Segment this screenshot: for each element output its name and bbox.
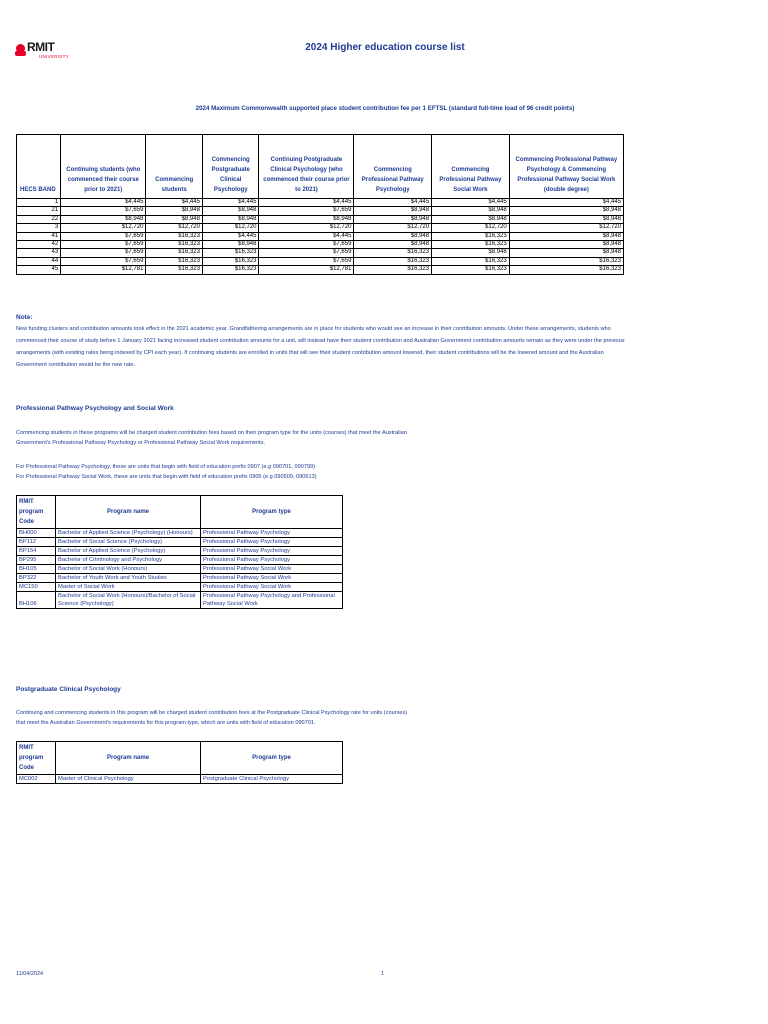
fee-cell: $12,720 [354, 224, 432, 232]
fee-cell: $12,720 [432, 224, 510, 232]
hecs-band-cell: 43 [17, 249, 61, 257]
fee-cell: $12,720 [202, 224, 259, 232]
program-name-cell: Bachelor of Social Work (Honours) [56, 565, 201, 574]
section-title-postgraduate-clinical: Postgraduate Clinical Psychology [16, 686, 121, 693]
program-type-cell: Postgraduate Clinical Psychology [201, 775, 343, 784]
program-code-cell: BH105 [17, 565, 56, 574]
fee-cell: $16,323 [354, 266, 432, 274]
fee-cell: $12,781 [61, 266, 146, 274]
fee-cell: $8,948 [509, 207, 623, 215]
fees-table-header-row [17, 135, 624, 199]
fee-cell: $8,948 [202, 215, 259, 223]
logo-subtext: UNIVERSITY [39, 54, 70, 59]
fees-col-header: Commencing Professional Pathway Psychology [354, 135, 432, 199]
fee-cell: $4,445 [61, 199, 146, 207]
program-code-cell: BP112 [17, 538, 56, 547]
fees-col-header: Commencing Professional Pathway Social Work [432, 135, 510, 199]
logo-word: RMIT [27, 40, 55, 54]
fee-cell: $4,445 [432, 199, 510, 207]
section-title-professional-pathway: Professional Pathway Psychology and Social Work [16, 405, 174, 412]
program-table-header-row [17, 742, 343, 775]
fees-table-row [17, 207, 624, 215]
fee-cell: $8,948 [509, 232, 623, 240]
professional-pathway-programs-table [16, 495, 343, 609]
program-name-cell: Bachelor of Social Work (Honours)/Bachelor of Social Science (Psychology) [56, 592, 201, 609]
program-col-header: Program name [56, 496, 201, 529]
program-row [17, 574, 343, 583]
program-row [17, 547, 343, 556]
hecs-band-cell: 41 [17, 232, 61, 240]
fee-cell: $16,323 [146, 232, 203, 240]
program-row [17, 538, 343, 547]
fee-cell: $8,948 [509, 249, 623, 257]
fee-cell: $7,659 [259, 249, 354, 257]
program-code-cell: BH106 [17, 592, 56, 609]
fee-cell: $16,323 [202, 249, 259, 257]
fees-table-row [17, 257, 624, 265]
program-type-cell: Professional Pathway Psychology [201, 538, 343, 547]
fee-cell: $7,659 [61, 257, 146, 265]
postgraduate-clinical-programs-table [16, 741, 343, 784]
fee-cell: $16,323 [509, 266, 623, 274]
fee-cell: $8,948 [202, 241, 259, 249]
fees-col-header: Continuing Postgraduate Clinical Psychology (who commenced their course prior to 2021) [259, 135, 354, 199]
program-row [17, 529, 343, 538]
program-row [17, 583, 343, 592]
fee-cell: $16,323 [432, 266, 510, 274]
rmit-logo [16, 40, 76, 70]
fee-cell: $8,948 [146, 215, 203, 223]
program-row [17, 565, 343, 574]
program-col-header: Program name [56, 742, 201, 775]
fee-cell: $8,948 [354, 241, 432, 249]
program-type-cell: Professional Pathway Social Work [201, 565, 343, 574]
program-name-cell: Bachelor of Applied Science (Psychology) (Honours) [56, 529, 201, 538]
fees-table-row [17, 199, 624, 207]
program-code-cell: MC002 [17, 775, 56, 784]
fee-cell: $8,948 [432, 215, 510, 223]
fee-cell: $8,948 [354, 215, 432, 223]
fee-cell: $12,720 [61, 224, 146, 232]
hecs-band-cell: 22 [17, 215, 61, 223]
fee-cell: $16,323 [509, 257, 623, 265]
fee-cell: $8,948 [202, 207, 259, 215]
fees-col-header: Commencing Professional Pathway Psychology & Commencing Professional Pathway Social Work (double degree) [509, 135, 623, 199]
fees-col-header: HECS BAND [17, 135, 61, 199]
fee-cell: $12,720 [509, 224, 623, 232]
program-name-cell: Bachelor of Applied Science (Psychology) [56, 547, 201, 556]
program-name-cell: Master of Clinical Psychology [56, 775, 201, 784]
fee-cell: $12,720 [146, 224, 203, 232]
program-row [17, 775, 343, 784]
hecs-band-cell: 1 [17, 199, 61, 207]
fee-cell: $7,659 [61, 241, 146, 249]
program-code-cell: BP322 [17, 574, 56, 583]
fee-cell: $8,948 [509, 215, 623, 223]
program-row [17, 592, 343, 609]
program-code-cell: BP154 [17, 547, 56, 556]
fee-cell: $7,659 [61, 249, 146, 257]
professional-pathway-socialwork-prefix: For Professional Pathway Social Work, these are units that begin with field of education prefix 0905 (e.g 090509, 090513) [16, 474, 317, 480]
rmit-logo-icon [16, 44, 25, 53]
program-col-header: Program type [201, 496, 343, 529]
fee-cell: $8,948 [432, 249, 510, 257]
note-text: New funding clusters and contribution amounts took effect in the 2021 academic year. Grandfathering arrangements are in place for students who would see an increase in their contribution amounts. Under these arrangements, students who commenced their course of study before 1 January 2021 facing increased student contribution amounts for a unit, will instead have their student contribution and Australian Government contribution amounts remain as they were under the previous arrangements (with existing rates being indexed by CPI each year). If continuing students are enrolled in units that will see their student contribution amount lowered, their student contributions will be the lowered amount and the Australian Government contribution would be the new rate. [16, 326, 625, 368]
professional-pathway-intro: Commencing students in these programs will be charged student contribution fees based on their program type for the units (courses) that meet the Australian Government's Professional Pathway Psychology or Professional Pathway Social Work requirements. [16, 430, 407, 446]
fee-cell: $16,323 [202, 257, 259, 265]
hecs-band-cell: 44 [17, 257, 61, 265]
postgraduate-clinical-intro: Continuing and commencing students in this program will be charged student contribution fees at the Postgraduate Clinical Psychology rate for units (courses) that meet the Australian Government's requirements for this program type, which are units with field of education 090701. [16, 710, 408, 726]
fee-cell: $8,948 [61, 215, 146, 223]
program-name-cell: Bachelor of Youth Work and Youth Studies [56, 574, 201, 583]
fee-cell: $16,323 [146, 241, 203, 249]
fee-cell: $16,323 [354, 249, 432, 257]
footer-date: 11/04/2024 [16, 971, 44, 977]
fees-table-row [17, 232, 624, 240]
fees-col-header: Commencing Postgraduate Clinical Psychology [202, 135, 259, 199]
professional-pathway-psych-prefix: For Professional Pathway Psychology, these are units that begin with field of education prefix 0907 (e.g 090701, 090799) [16, 464, 316, 470]
fee-cell: $4,445 [354, 199, 432, 207]
program-type-cell: Professional Pathway Social Work [201, 574, 343, 583]
fee-cell: $16,323 [146, 266, 203, 274]
fees-table [16, 134, 624, 275]
fee-cell: $7,659 [259, 241, 354, 249]
fee-cell: $8,948 [432, 207, 510, 215]
fees-col-header: Commencing students [146, 135, 203, 199]
fee-cell: $8,948 [509, 241, 623, 249]
fees-table-row [17, 215, 624, 223]
program-type-cell: Professional Pathway Social Work [201, 583, 343, 592]
fees-table-row [17, 241, 624, 249]
fee-cell: $16,323 [432, 257, 510, 265]
fees-col-header: Continuing students (who commenced their course prior to 2021) [61, 135, 146, 199]
program-table-header-row [17, 496, 343, 529]
program-row [17, 556, 343, 565]
fees-table-caption: 2024 Maximum Commonwealth supported place student contribution fee per 1 EFTSL (standard full-time load of 96 credit points) [195, 105, 575, 112]
fee-cell: $8,948 [146, 207, 203, 215]
page-title: 2024 Higher education course list [305, 42, 465, 53]
fee-cell: $12,720 [259, 224, 354, 232]
fee-cell: $7,659 [61, 207, 146, 215]
fee-cell: $8,948 [259, 215, 354, 223]
fee-cell: $16,323 [146, 257, 203, 265]
fee-cell: $16,323 [432, 241, 510, 249]
note-title: Note: [16, 314, 33, 321]
fee-cell: $8,948 [354, 232, 432, 240]
program-type-cell: Professional Pathway Psychology [201, 547, 343, 556]
fee-cell: $7,659 [259, 207, 354, 215]
fee-cell: $4,445 [259, 232, 354, 240]
fee-cell: $7,659 [259, 257, 354, 265]
fee-cell: $4,445 [146, 199, 203, 207]
program-col-header: RMIT program Code [17, 496, 56, 529]
program-type-cell: Professional Pathway Psychology [201, 529, 343, 538]
program-col-header: RMIT program Code [17, 742, 56, 775]
program-code-cell: BP295 [17, 556, 56, 565]
fees-table-row [17, 224, 624, 232]
fee-cell: $16,323 [354, 257, 432, 265]
fee-cell: $4,445 [509, 199, 623, 207]
fee-cell: $4,445 [259, 199, 354, 207]
footer-page-number: 1 [381, 971, 385, 977]
program-code-cell: MC150 [17, 583, 56, 592]
hecs-band-cell: 3 [17, 224, 61, 232]
fee-cell: $8,948 [354, 207, 432, 215]
fee-cell: $16,323 [146, 249, 203, 257]
fees-table-row [17, 249, 624, 257]
fee-cell: $16,323 [202, 266, 259, 274]
fee-cell: $4,445 [202, 199, 259, 207]
fee-cell: $16,323 [432, 232, 510, 240]
hecs-band-cell: 21 [17, 207, 61, 215]
program-name-cell: Bachelor of Criminology and Psychology [56, 556, 201, 565]
program-name-cell: Bachelor of Social Science (Psychology) [56, 538, 201, 547]
fees-table-row [17, 266, 624, 274]
fee-cell: $12,781 [259, 266, 354, 274]
program-col-header: Program type [201, 742, 343, 775]
fee-cell: $7,659 [61, 232, 146, 240]
hecs-band-cell: 42 [17, 241, 61, 249]
program-code-cell: BH000 [17, 529, 56, 538]
fee-cell: $4,445 [202, 232, 259, 240]
program-type-cell: Professional Pathway Psychology [201, 556, 343, 565]
program-name-cell: Master of Social Work [56, 583, 201, 592]
hecs-band-cell: 45 [17, 266, 61, 274]
program-type-cell: Professional Pathway Psychology and Professional Pathway Social Work [201, 592, 343, 609]
